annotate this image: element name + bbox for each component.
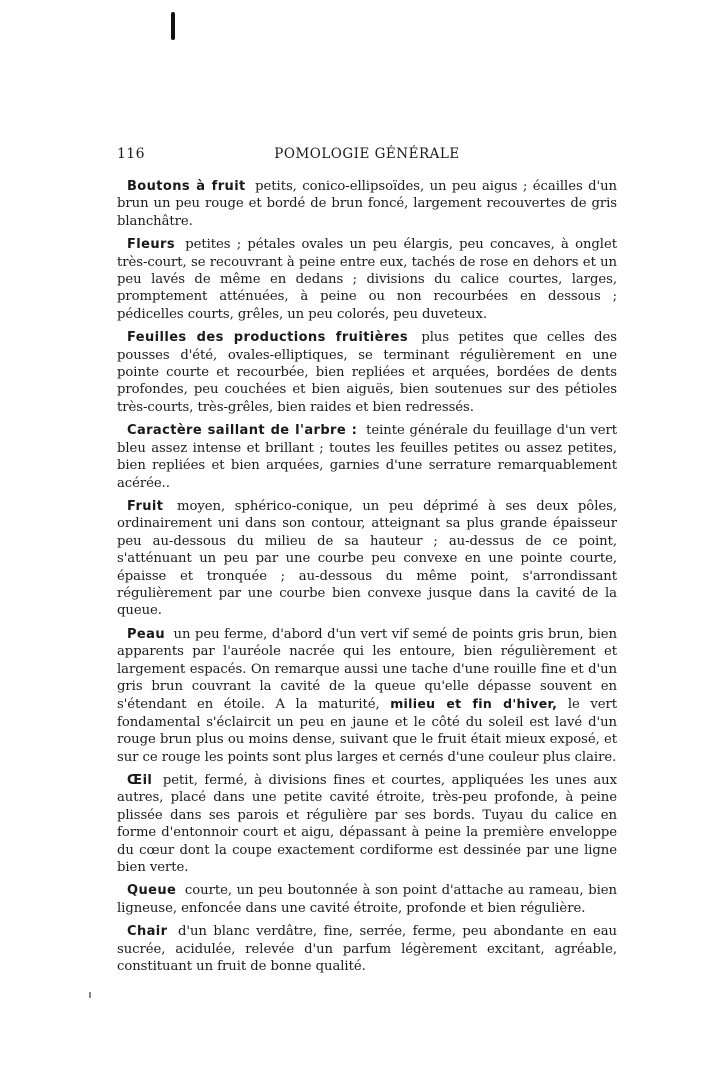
paragraph-peau [117, 626, 617, 766]
paragraph-queue [117, 882, 617, 917]
paragraph-lead: Queue [127, 883, 177, 899]
body-text [117, 178, 617, 975]
paragraph-lead: Chair [127, 924, 168, 940]
paragraph-caractere-saillant [117, 422, 617, 492]
paragraph-text: petit, fermé, à divisions fines et courtes, appliquées les unes aux autres, placé dans une petite cavité étroite, très-peu profonde, à peine plissée dans ses parois et régulière par ses bords. Tuyau du calice en forme d'entonnoir court et aigu, dépassant à peine la première enveloppe du cœur dont la coupe exactement cordiforme est dessinée par une ligne bien verte. [117, 773, 617, 876]
paragraph-feuilles [117, 329, 617, 416]
paragraph-lead: Peau [127, 626, 165, 642]
paragraph-lead: Fruit [127, 498, 164, 514]
paragraph-text-after: le vert fondamental s'éclaircit un peu en jaune et le côté du soleil est lavé d'un rouge brun plus ou moins dense, suivant que le fruit était mieux exposé, et sur ce rouge les points sont plus larges et cernés d'une couleur plus claire. [117, 697, 617, 765]
paragraph-text: moyen, sphérico-conique, un peu déprimé à ses deux pôles, ordinairement uni dans son contour, atteignant sa plus grande épaisseur peu au-dessous du milieu de sa hauteur ; au-dessus de ce point, s'atténuant un peu par une courbe peu convexe en une pointe courte, épaisse et tronquée ; au-dessous du même point, s'arrondissant régulièrement par une courbe bien convexe jusque dans la cavité de la queue. [117, 498, 617, 619]
paragraph-lead: Fleurs [127, 237, 175, 253]
paragraph-text: petites ; pétales ovales un peu élargis, peu concaves, à onglet très-court, se recouvrant à peine entre eux, tachés de rose en dehors et un peu lavés de même en dedans ; divisions du calice courtes, larges, promptement atténuées, à peine ou non recourbées en dessous ; pédicelles courts, grêles, un peu colorés, peu duveteux. [117, 237, 617, 322]
paragraph-text: petits, conico-ellipsoïdes, un peu aigus ; écailles d'un brun un peu rouge et bordé de brun foncé, largement recouvertes de gris blanchâtre. [117, 179, 617, 229]
paragraph-oeil [117, 772, 617, 876]
paragraph-text: d'un blanc verdâtre, fine, serrée, ferme, peu abondante en eau sucrée, acidulée, relevée d'un parfum légèrement excitant, agréable, constituant un fruit de bonne qualité. [117, 924, 617, 975]
scan-artifact-mark [171, 12, 175, 40]
paragraph-fruit [117, 498, 617, 620]
paragraph-boutons-a-fruit [117, 178, 617, 230]
paragraph-text: courte, un peu boutonnée à son point d'attache au rameau, bien ligneuse, enfoncée dans une cavité étroite, profonde et bien régulière. [117, 883, 617, 916]
book-page [117, 146, 617, 981]
paragraph-text-before: un peu ferme, d'abord d'un vert vif semé de points gris brun, bien apparents par l'auréole nacrée qui les entoure, bien régulièrement et largement espacés. On remarque aussi une tache d'une rouille fine et d'un gris brun couvrant la cavité de la queue qu'elle dépasse souvent en s'étendant en étoile. A la maturité, [117, 626, 617, 713]
paragraph-lead: Caractère saillant de l'arbre : [127, 423, 358, 439]
paragraph-lead: Feuilles des productions fruitières [127, 330, 409, 346]
paragraph-inline-bold: milieu et fin d'hiver, [390, 696, 558, 712]
paragraph-chair [117, 923, 617, 975]
paragraph-text: teinte générale du feuillage d'un vert bleu assez intense et brillant ; toutes les feuilles petites ou assez petites, bien repliées et bien arquées, garnies d'une serrature remarquablement acérée.. [117, 423, 617, 491]
paragraph-lead: Œil [127, 773, 153, 788]
running-head [117, 146, 617, 166]
paragraph-fleurs [117, 236, 617, 323]
paragraph-lead: Boutons à fruit [127, 179, 246, 194]
scan-artifact-speck [89, 992, 91, 998]
page-number: 116 [117, 146, 145, 162]
paragraph-text: plus petites que celles des pousses d'été, ovales-elliptiques, se terminant régulièrement en une pointe courte et recourbée, bien repliées et arquées, bordées de dents profondes, peu couchées et bien aiguës, bien soutenues sur des pétioles très-courts, très-grêles, bien raides et bien redressés. [117, 330, 617, 415]
running-title: POMOLOGIE GÉNÉRALE [274, 146, 460, 162]
